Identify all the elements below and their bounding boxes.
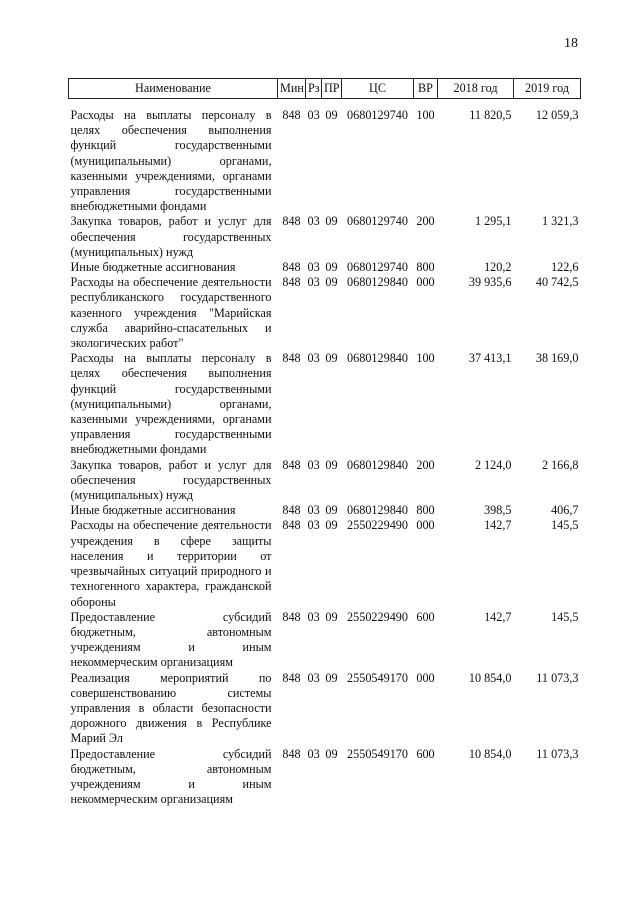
cell-cs: 0680129740 [347,108,408,122]
cell-min: 848 [282,609,301,624]
cell-name: Расходы на выплаты персоналу в целях обеспечения выполнения функций государственными (муниципальными) органами, казенными учреждениями, органами управления государственными внебюджетными фондами [70,351,272,457]
cell-name: Реализация мероприятий по совершенствованию системы управления в области безопасности дорожного движения в Республике Марий Эл [70,670,272,746]
table-row [69,99,581,215]
cell-pr: 09 [325,260,338,275]
cell-pr: 09 [325,275,338,290]
cell-min: 848 [282,457,301,472]
cell-cs: 0680129740 [347,260,408,275]
cell-min: 848 [282,275,301,290]
cell-rz: 03 [307,351,320,366]
cell-cs: 0680129740 [347,214,408,229]
cell-vr: 000 [416,518,435,533]
cell-pr: 09 [325,503,338,518]
cell-2018: 10 854,0 [468,746,512,761]
cell-min: 848 [282,214,301,229]
cell-pr: 09 [325,214,338,229]
cell-2019: 38 169,0 [535,351,579,366]
cell-min: 848 [282,351,301,366]
cell-2018: 2 124,0 [474,457,512,472]
cell-2019: 406,7 [551,503,579,518]
cell-2018: 39 935,6 [468,275,512,290]
cell-cs: 0680129840 [347,457,408,472]
cell-2019: 122,6 [551,260,579,275]
cell-vr: 200 [416,457,435,472]
header-2018: 2018 год [438,79,514,99]
cell-rz: 03 [307,746,320,761]
cell-2018: 142,7 [484,518,512,533]
header-pr: ПР [322,79,342,99]
cell-cs: 0680129840 [347,351,408,366]
cell-min: 848 [282,746,301,761]
cell-min: 848 [282,518,301,533]
cell-2018: 10 854,0 [468,670,512,685]
cell-pr: 09 [325,746,338,761]
header-cs: ЦС [342,79,414,99]
cell-2018: 142,7 [484,609,512,624]
cell-rz: 03 [307,518,320,533]
cell-2019: 40 742,5 [535,275,579,290]
header-2019: 2019 год [514,79,581,99]
cell-vr: 200 [416,214,435,229]
cell-min: 848 [282,503,301,518]
page-number: 18 [564,36,578,51]
table-row [69,351,581,457]
cell-rz: 03 [307,503,320,518]
cell-name: Предоставление субсидий бюджетным, автономным учреждениям и иным некоммерческим организациям [70,746,272,807]
header-vr: ВР [414,79,438,99]
cell-pr: 09 [325,108,338,122]
cell-rz: 03 [307,108,320,122]
cell-rz: 03 [307,275,320,290]
cell-name: Закупка товаров, работ и услуг для обеспечения государственных (муниципальных) нужд [70,457,272,503]
cell-cs: 0680129840 [347,275,408,290]
cell-min: 848 [282,670,301,685]
cell-name: Иные бюджетные ассигнования [70,260,236,275]
cell-rz: 03 [307,670,320,685]
cell-2018: 37 413,1 [468,351,512,366]
cell-rz: 03 [307,214,320,229]
table-header-row [69,79,581,99]
table-row [69,518,581,609]
cell-pr: 09 [325,457,338,472]
cell-name: Расходы на обеспечение деятельности учреждения в сфере защиты населения и территории от чрезвычайных ситуаций природного и техногенного характера, гражданской обороны [70,518,272,609]
cell-pr: 09 [325,518,338,533]
cell-rz: 03 [307,609,320,624]
cell-2018: 398,5 [484,503,512,518]
cell-cs: 2550229490 [347,518,408,533]
cell-name: Расходы на обеспечение деятельности республиканского государственного казенного учреждения "Марийская служба аварийно-спасательных и экологических работ" [70,275,272,351]
cell-name: Предоставление субсидий бюджетным, автономным учреждениям и иным некоммерческим организациям [70,609,272,670]
cell-vr: 800 [416,503,435,518]
cell-name: Иные бюджетные ассигнования [70,503,236,518]
cell-cs: 2550549170 [347,670,408,685]
cell-vr: 000 [416,670,435,685]
cell-name: Закупка товаров, работ и услуг для обеспечения государственных (муниципальных) нужд [70,214,272,259]
table-body [69,99,581,808]
header-rz: Рз [306,79,322,99]
table-row [69,260,581,275]
table-row [69,275,581,351]
cell-2019: 12 059,3 [535,108,579,122]
table-row [69,610,581,671]
cell-2019: 11 073,3 [536,746,579,761]
cell-pr: 09 [325,351,338,366]
cell-vr: 100 [416,351,435,366]
table-row [69,671,581,747]
cell-cs: 0680129840 [347,503,408,518]
cell-vr: 600 [416,609,435,624]
cell-2019: 145,5 [551,518,579,533]
cell-2018: 1 295,1 [474,214,512,229]
cell-cs: 2550229490 [347,609,408,624]
cell-rz: 03 [307,260,320,275]
cell-min: 848 [282,108,301,122]
cell-2018: 120,2 [484,260,512,275]
cell-2019: 2 166,8 [541,457,579,472]
cell-2019: 1 321,3 [541,214,579,229]
table-row [69,214,581,260]
cell-vr: 000 [416,275,435,290]
cell-min: 848 [282,260,301,275]
budget-table [68,78,581,807]
cell-cs: 2550549170 [347,746,408,761]
cell-rz: 03 [307,457,320,472]
table-row [69,503,581,518]
header-name: Наименование [69,79,278,99]
cell-pr: 09 [325,670,338,685]
table-row [69,747,581,808]
cell-name: Расходы на выплаты персоналу в целях обеспечения выполнения функций государственными (муниципальными) органами, казенными учреждениями, органами управления государственными внебюджетными фондами [70,108,272,214]
header-min: Мин [278,79,306,99]
cell-vr: 100 [416,108,435,122]
cell-vr: 800 [416,260,435,275]
cell-2019: 145,5 [551,609,579,624]
cell-vr: 600 [416,746,435,761]
cell-2018: 11 820,5 [469,108,512,122]
table-row [69,458,581,504]
cell-pr: 09 [325,609,338,624]
cell-2019: 11 073,3 [536,670,579,685]
